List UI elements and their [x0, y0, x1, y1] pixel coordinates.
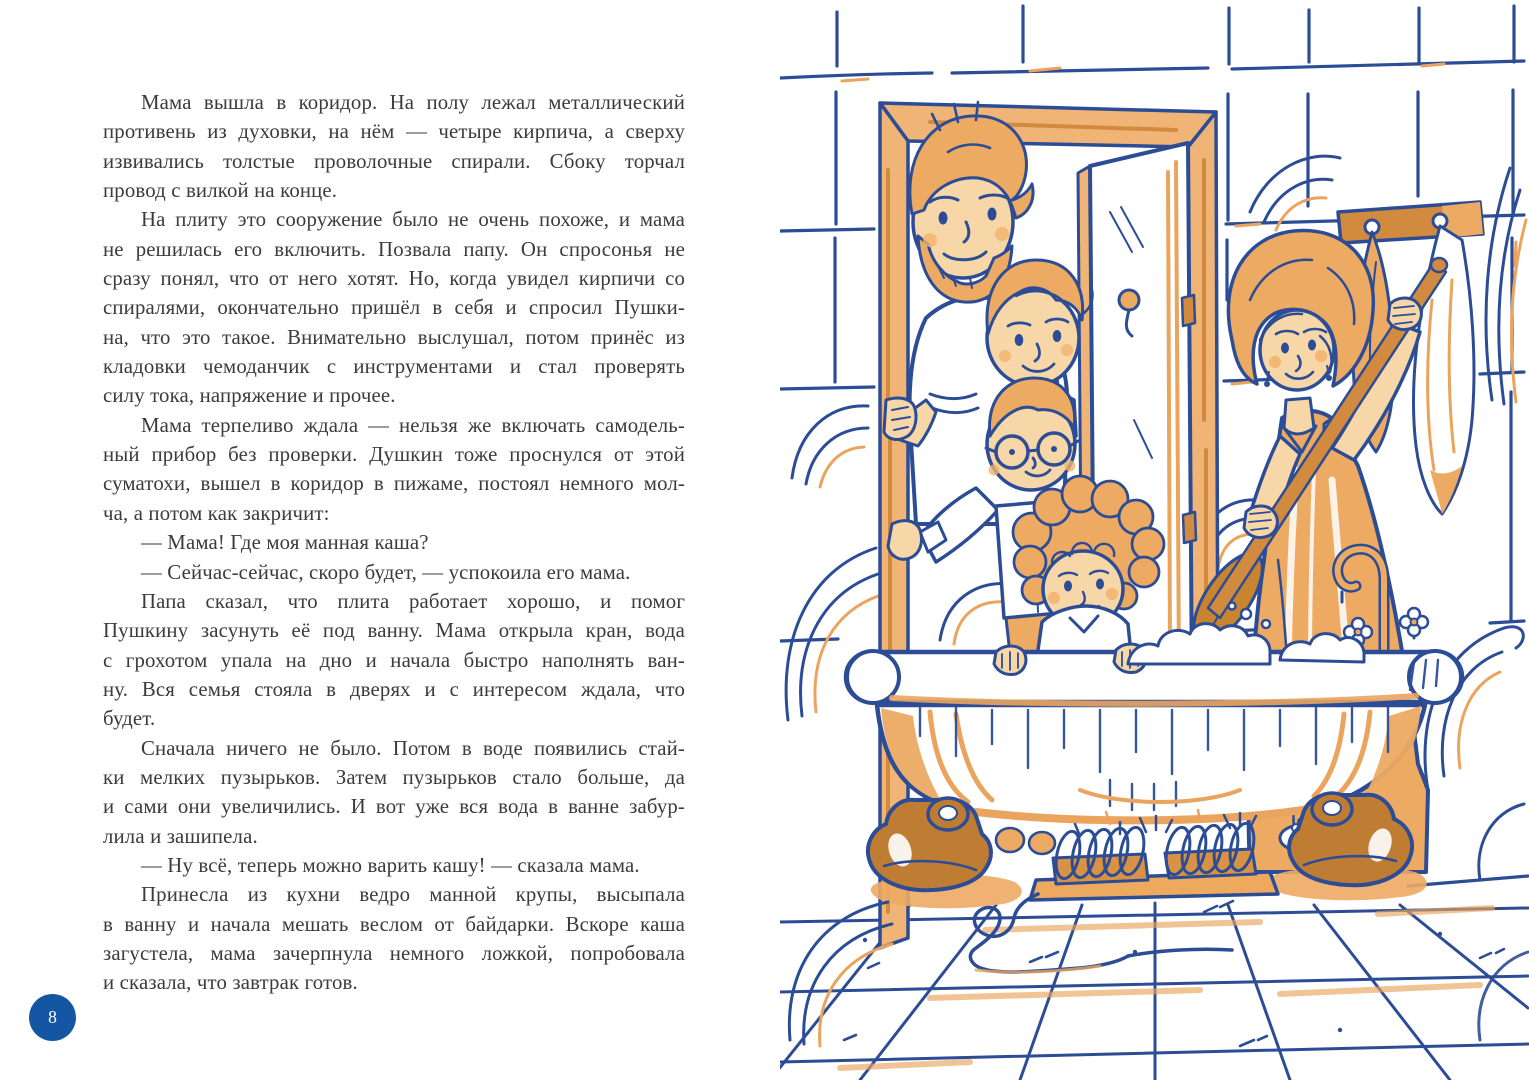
text-line: Пушкину засунуть её под ванну. Мама открыла кран, вода	[103, 619, 685, 643]
paragraph	[103, 587, 685, 734]
bath-scene-drawing	[780, 0, 1529, 1080]
text-line: — Ну всё, теперь можно варить кашу! — сказала мама.	[141, 853, 640, 877]
text-line: в ванну и начала мешать веслом от байдарки. Вскоре каша	[103, 912, 685, 936]
text-line: Папа сказал, что плита работает хорошо, и помог	[141, 589, 685, 613]
text-line: провод с вилкой на конце.	[103, 179, 338, 203]
page-number: 8	[48, 1007, 57, 1027]
paragraph	[103, 558, 685, 587]
paragraph	[103, 88, 685, 205]
keyhole	[1119, 290, 1139, 310]
illustration-bath-scene	[780, 0, 1529, 1080]
text-line: — Мама! Где моя манная каша?	[141, 531, 429, 555]
text-line: не решилась его включить. Позвала папу. Он спросонья не	[103, 237, 685, 261]
text-line: ный прибор без проверки. Душкин тоже проснулся от этой	[103, 443, 685, 467]
earring	[1264, 381, 1270, 387]
text-line: сразу понял, что от него хотят. Но, когда увидел кирпичи со	[103, 267, 685, 291]
text-line: загустела, мама зачерпнула немного ложкой, попробовала	[103, 941, 685, 965]
text-line: с грохотом упала на дно и начала быстро наполнять ван-	[103, 648, 685, 672]
power-cord	[970, 894, 1232, 972]
paragraph	[103, 205, 685, 410]
text-line: Мама вышла в коридор. На полу лежал металлический	[141, 91, 685, 114]
earring	[1326, 375, 1332, 381]
text-line: На плиту это сооружение было не очень похоже, и мама	[141, 208, 685, 232]
mother-hand	[1388, 298, 1421, 330]
towel-rack	[1338, 202, 1483, 243]
paragraph	[103, 851, 685, 880]
text-line: ча, а потом как закричит:	[103, 501, 330, 525]
text-line: будет.	[103, 707, 156, 731]
paragraph	[103, 734, 685, 851]
paragraph	[103, 411, 685, 528]
text-line: Принесла из кухни ведро манной крупы, высыпала	[141, 883, 685, 907]
story-text	[103, 88, 685, 998]
text-line: и сказала, что завтрак готов.	[103, 971, 358, 995]
page-number-badge	[29, 994, 76, 1041]
brick	[1053, 854, 1148, 884]
text-line: спиралями, окончательно пришёл в себя и спросил Пушки-	[103, 296, 685, 320]
text-line: противень из духовки, на нём — четыре кирпича, а сверху	[103, 120, 685, 144]
text-line: кладовки чемоданчик с инструментами и стал проверять	[103, 355, 685, 379]
text-line: и сами они увеличились. И вот уже вся вода в ванне забур-	[103, 795, 685, 819]
text-line: на, что это такое. Внимательно выслушал, потом принёс из	[103, 325, 685, 349]
text-line: извивались толстые проволочные спирали. Сбоку торчал	[103, 149, 685, 173]
text-line: ну. Вся семья стояла в дверях и с интересом ждала, что	[103, 677, 685, 701]
paragraph	[103, 880, 685, 997]
kid-feet	[996, 828, 1055, 854]
text-line: силу тока, напряжение и прочее.	[103, 384, 396, 408]
text-line: лила и зашипела.	[103, 824, 258, 848]
text-line: Сначала ничего не было. Потом в воде появились стай-	[141, 736, 685, 760]
text-line: суматохи, вышел в коридор в пижаме, постоял немного мол-	[103, 472, 685, 496]
text-line: — Сейчас-сейчас, скоро будет, — успокоила его мама.	[141, 560, 631, 584]
text-line: ки мелких пузырьков. Затем пузырьков стало больше, да	[103, 765, 685, 789]
boy-hand	[888, 521, 922, 560]
paragraph	[103, 528, 685, 557]
text-line: Мама терпеливо ждала — нельзя же включать самодель-	[141, 413, 685, 437]
